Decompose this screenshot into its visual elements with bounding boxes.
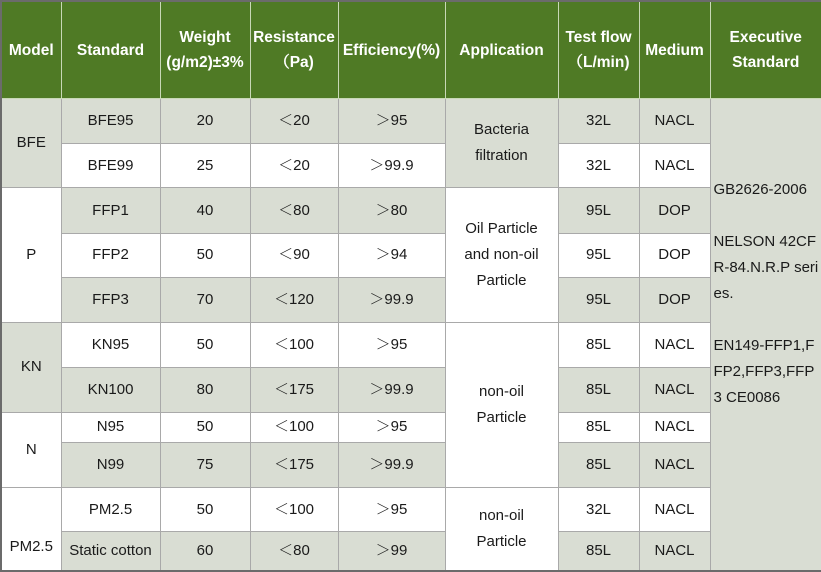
- efficiency-cell: ＞99.9: [338, 368, 445, 412]
- resistance-cell: ＜100: [250, 323, 338, 368]
- header-test-flow: Test flow （L/min): [558, 1, 639, 99]
- model-cell: P: [1, 188, 61, 323]
- table-row: [1, 144, 821, 188]
- table-row: [1, 532, 821, 571]
- medium-cell: NACL: [639, 532, 710, 571]
- weight-cell: 50: [160, 233, 250, 277]
- weight-cell: 70: [160, 277, 250, 322]
- medium-cell: NACL: [639, 442, 710, 487]
- executive-standard-line: GB2626-2006: [713, 181, 807, 198]
- header-resistance: Resistance （Pa): [250, 1, 338, 99]
- standard-cell: KN100: [61, 368, 160, 412]
- header-standard: Standard: [61, 1, 160, 99]
- header-executive-standard: Executive Standard: [710, 1, 821, 99]
- weight-cell: 80: [160, 368, 250, 412]
- test-flow-cell: 85L: [558, 442, 639, 487]
- header-row: [1, 1, 821, 99]
- standard-cell: FFP3: [61, 277, 160, 322]
- resistance-cell: ＜20: [250, 144, 338, 188]
- standard-cell: N99: [61, 442, 160, 487]
- efficiency-cell: ＞99: [338, 532, 445, 571]
- standard-cell: Static cotton: [61, 532, 160, 571]
- efficiency-cell: ＞95: [338, 412, 445, 442]
- table-row: [1, 442, 821, 487]
- medium-cell: NACL: [639, 144, 710, 188]
- resistance-cell: ＜90: [250, 233, 338, 277]
- test-flow-cell: 32L: [558, 487, 639, 531]
- resistance-cell: ＜20: [250, 99, 338, 144]
- standard-cell: N95: [61, 412, 160, 442]
- efficiency-cell: ＞95: [338, 99, 445, 144]
- medium-cell: DOP: [639, 188, 710, 233]
- weight-cell: 60: [160, 532, 250, 571]
- table-row: [1, 323, 821, 368]
- standard-cell: BFE95: [61, 99, 160, 144]
- weight-cell: 25: [160, 144, 250, 188]
- model-cell: PM2.5: [1, 487, 61, 571]
- header-application: Application: [445, 1, 558, 99]
- resistance-cell: ＜80: [250, 532, 338, 571]
- standard-cell: KN95: [61, 323, 160, 368]
- efficiency-cell: ＞99.9: [338, 144, 445, 188]
- medium-cell: NACL: [639, 487, 710, 531]
- table-row: [1, 188, 821, 233]
- table-row: [1, 277, 821, 322]
- application-cell: Bacteria filtration: [445, 99, 558, 188]
- model-cell: BFE: [1, 99, 61, 188]
- test-flow-cell: 85L: [558, 532, 639, 571]
- weight-cell: 50: [160, 323, 250, 368]
- medium-cell: NACL: [639, 99, 710, 144]
- efficiency-cell: ＞95: [338, 487, 445, 531]
- header-weight: Weight (g/m2)±3%: [160, 1, 250, 99]
- application-cell: non-oil Particle: [445, 487, 558, 571]
- efficiency-cell: ＞99.9: [338, 277, 445, 322]
- test-flow-cell: 95L: [558, 277, 639, 322]
- test-flow-cell: 85L: [558, 368, 639, 412]
- standard-cell: FFP2: [61, 233, 160, 277]
- medium-cell: NACL: [639, 368, 710, 412]
- header-medium: Medium: [639, 1, 710, 99]
- efficiency-cell: ＞94: [338, 233, 445, 277]
- table-row: [1, 368, 821, 412]
- table-row: [1, 487, 821, 531]
- header-efficiency: Efficiency(%): [338, 1, 445, 99]
- executive-standard-line: NELSON 42CFR-84.N.R.P series.: [713, 233, 819, 302]
- test-flow-cell: 95L: [558, 188, 639, 233]
- table-row: [1, 233, 821, 277]
- resistance-cell: ＜120: [250, 277, 338, 322]
- weight-cell: 75: [160, 442, 250, 487]
- weight-cell: 50: [160, 487, 250, 531]
- test-flow-cell: 85L: [558, 412, 639, 442]
- resistance-cell: ＜100: [250, 412, 338, 442]
- efficiency-cell: ＞80: [338, 188, 445, 233]
- medium-cell: DOP: [639, 233, 710, 277]
- test-flow-cell: 32L: [558, 144, 639, 188]
- application-cell: Oil Particle and non-oil Particle: [445, 188, 558, 323]
- medium-cell: NACL: [639, 323, 710, 368]
- resistance-cell: ＜175: [250, 368, 338, 412]
- efficiency-cell: ＞99.9: [338, 442, 445, 487]
- standard-cell: FFP1: [61, 188, 160, 233]
- weight-cell: 20: [160, 99, 250, 144]
- header-model: Model: [1, 1, 61, 99]
- standard-cell: BFE99: [61, 144, 160, 188]
- test-flow-cell: 32L: [558, 99, 639, 144]
- test-flow-cell: 95L: [558, 233, 639, 277]
- model-cell: N: [1, 412, 61, 487]
- efficiency-cell: ＞95: [338, 323, 445, 368]
- resistance-cell: ＜100: [250, 487, 338, 531]
- model-cell: KN: [1, 323, 61, 412]
- resistance-cell: ＜80: [250, 188, 338, 233]
- table-row: [1, 412, 821, 442]
- executive-standard-line: EN149-FFP1,FFP2,FFP3,FFP3 CE0086: [713, 337, 815, 406]
- resistance-cell: ＜175: [250, 442, 338, 487]
- weight-cell: 50: [160, 412, 250, 442]
- weight-cell: 40: [160, 188, 250, 233]
- medium-cell: NACL: [639, 412, 710, 442]
- test-flow-cell: 85L: [558, 323, 639, 368]
- table-row: [1, 99, 821, 144]
- application-cell: non-oil Particle: [445, 323, 558, 488]
- executive-standard-cell: [710, 99, 821, 572]
- standard-cell: PM2.5: [61, 487, 160, 531]
- medium-cell: DOP: [639, 277, 710, 322]
